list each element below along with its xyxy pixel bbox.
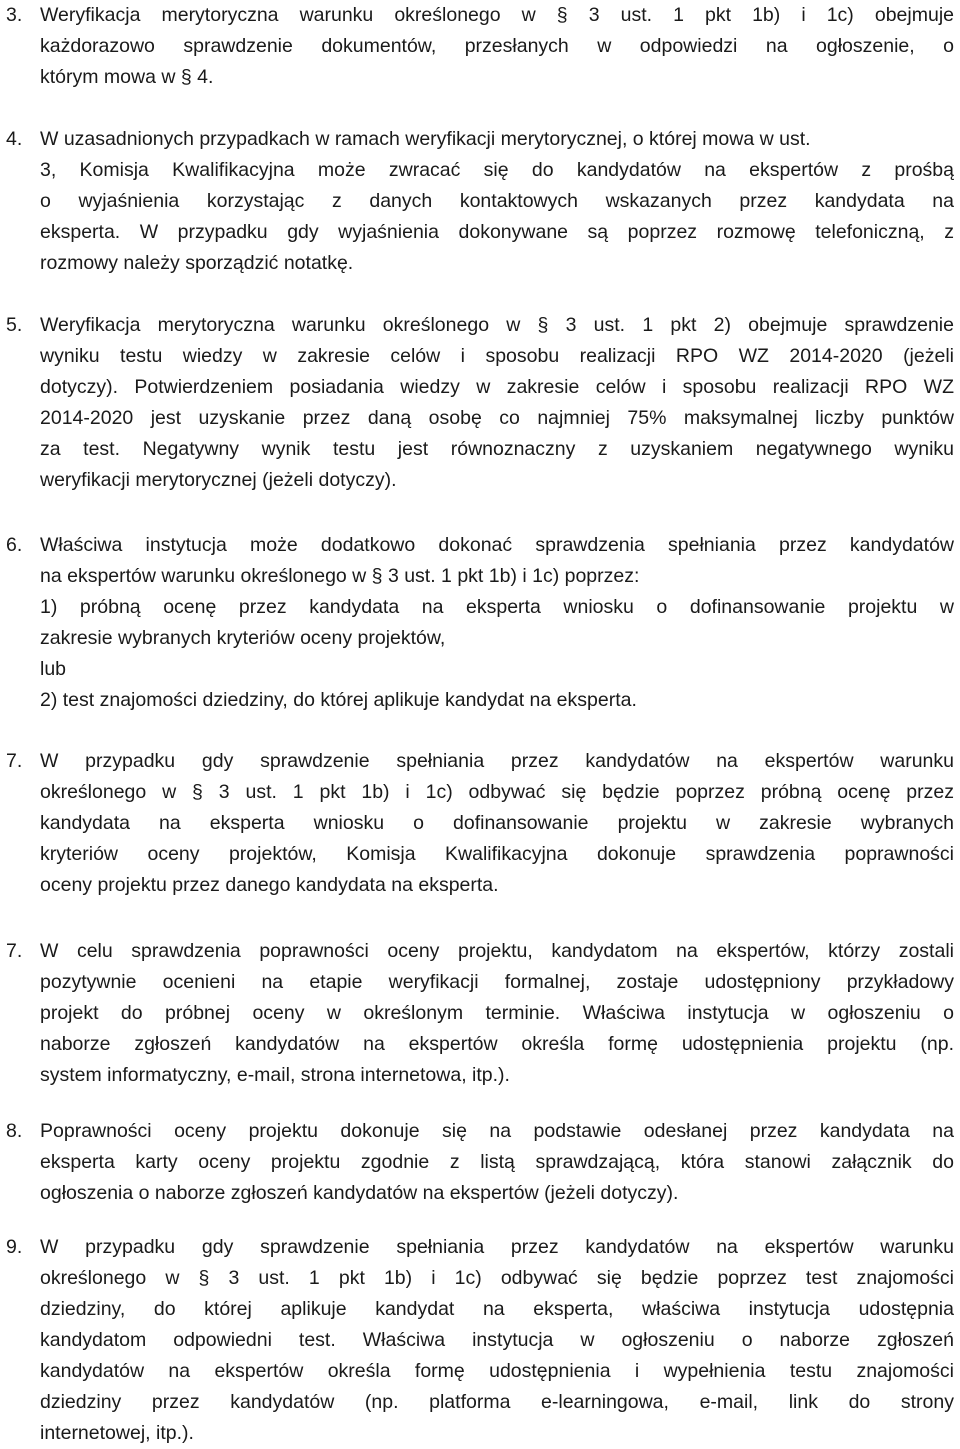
paragraph-line: 2014-2020 jest uzyskanie przez daną osobę co najmniej 75% maksymalnej liczby punktów [40,407,954,429]
paragraph-line: określonego w § 3 ust. 1 pkt 1b) i 1c) odbywać się będzie poprzez próbną ocenę przez [40,781,954,803]
paragraph-line: Właściwa instytucja może dodatkowo dokonać sprawdzenia spełniania przez kandydatów [40,534,954,556]
paragraph-line: oceny projektu przez danego kandydata na eksperta. [40,874,499,896]
paragraph-line: lub [40,658,67,680]
paragraph-line: o wyjaśnienia korzystając z danych kontaktowych wskazanych przez kandydata na [40,190,954,212]
paragraph-line: dziedziny przez kandydatów (np. platforma e-learningowa, e-mail, link do strony [40,1391,954,1413]
paragraph-line: kandydata na eksperta wniosku o dofinansowanie projektu w zakresie wybranych [40,812,954,834]
paragraph-line: weryfikacji merytorycznej (jeżeli dotyczy). [40,469,397,491]
paragraph-number: 8. [6,1120,23,1142]
paragraph-line: rozmowy należy sporządzić notatkę. [40,252,354,274]
paragraph-line: zakresie wybranych kryteriów oceny projektów, [40,627,446,649]
paragraph-line: Weryfikacja merytoryczna warunku określonego w § 3 ust. 1 pkt 2) obejmuje sprawdzenie [40,314,954,336]
paragraph-line: kryteriów oceny projektów, Komisja Kwalifikacyjna dokonuje sprawdzenia poprawności [40,843,954,865]
paragraph-line: pozytywnie ocenieni na etapie weryfikacji formalnej, zostaje udostępniony przykładowy [40,971,954,993]
paragraph-line: którym mowa w § 4. [40,66,214,88]
paragraph-line: każdorazowo sprawdzenie dokumentów, przesłanych w odpowiedzi na ogłoszenie, o [40,35,954,57]
paragraph-line: dotyczy). Potwierdzeniem posiadania wiedzy w zakresie celów i sposobu realizacji RPO WZ [40,376,954,398]
paragraph-line: W celu sprawdzenia poprawności oceny projektu, kandydatom na ekspertów, którzy zostali [40,940,954,962]
paragraph-line: 3, Komisja Kwalifikacyjna może zwracać się do kandydatów na ekspertów z prośbą [40,159,954,181]
paragraph-line: na ekspertów warunku określonego w § 3 ust. 1 pkt 1b) i 1c) poprzez: [40,565,640,587]
paragraph-line: W uzasadnionych przypadkach w ramach weryfikacji merytorycznej, o której mowa w ust. [40,128,811,150]
paragraph-number: 7. [6,940,23,962]
paragraph-line: internetowej, itp.). [40,1422,194,1444]
paragraph-line: 1) próbną ocenę przez kandydata na eksperta wniosku o dofinansowanie projektu w [40,596,954,618]
paragraph-line: Poprawności oceny projektu dokonuje się na podstawie odesłanej przez kandydata na [40,1120,954,1142]
paragraph-line: system informatyczny, e-mail, strona internetowa, itp.). [40,1064,510,1086]
paragraph-line: ogłoszenia o naborze zgłoszeń kandydatów na ekspertów (jeżeli dotyczy). [40,1182,679,1204]
paragraph-line: określonego w § 3 ust. 1 pkt 1b) i 1c) odbywać się będzie poprzez test znajomości [40,1267,954,1289]
paragraph-line: Weryfikacja merytoryczna warunku określonego w § 3 ust. 1 pkt 1b) i 1c) obejmuje [40,4,954,26]
paragraph-number: 9. [6,1236,23,1258]
paragraph-line: eksperta. W przypadku gdy wyjaśnienia dokonywane są poprzez rozmowę telefoniczną, z [40,221,954,243]
paragraph-number: 6. [6,534,23,556]
paragraph-line: naborze zgłoszeń kandydatów na ekspertów określa formę udostępnienia projektu (np. [40,1033,954,1055]
paragraph-line: dziedziny, do której aplikuje kandydat na eksperta, właściwa instytucja udostępnia [40,1298,954,1320]
paragraph-line: eksperta karty oceny projektu zgodnie z listą sprawdzającą, która stanowi załącznik do [40,1151,954,1173]
paragraph-line: W przypadku gdy sprawdzenie spełniania przez kandydatów na ekspertów warunku [40,1236,954,1258]
paragraph-line: kandydatów na ekspertów określa formę udostępnienia i wypełnienia testu znajomości [40,1360,954,1382]
paragraph-line: wyniku testu wiedzy w zakresie celów i sposobu realizacji RPO WZ 2014-2020 (jeżeli [40,345,954,367]
paragraph-line: 2) test znajomości dziedziny, do której aplikuje kandydat na eksperta. [40,689,637,711]
paragraph-number: 7. [6,750,23,772]
paragraph-line: W przypadku gdy sprawdzenie spełniania przez kandydatów na ekspertów warunku [40,750,954,772]
paragraph-number: 4. [6,128,23,150]
paragraph-number: 3. [6,4,23,26]
paragraph-number: 5. [6,314,23,336]
paragraph-line: projekt do próbnej oceny w określonym terminie. Właściwa instytucja w ogłoszeniu o [40,1002,954,1024]
paragraph-line: za test. Negatywny wynik testu jest równoznaczny z uzyskaniem negatywnego wyniku [40,438,954,460]
paragraph-line: kandydatom odpowiedni test. Właściwa instytucja w ogłoszeniu o naborze zgłoszeń [40,1329,954,1351]
